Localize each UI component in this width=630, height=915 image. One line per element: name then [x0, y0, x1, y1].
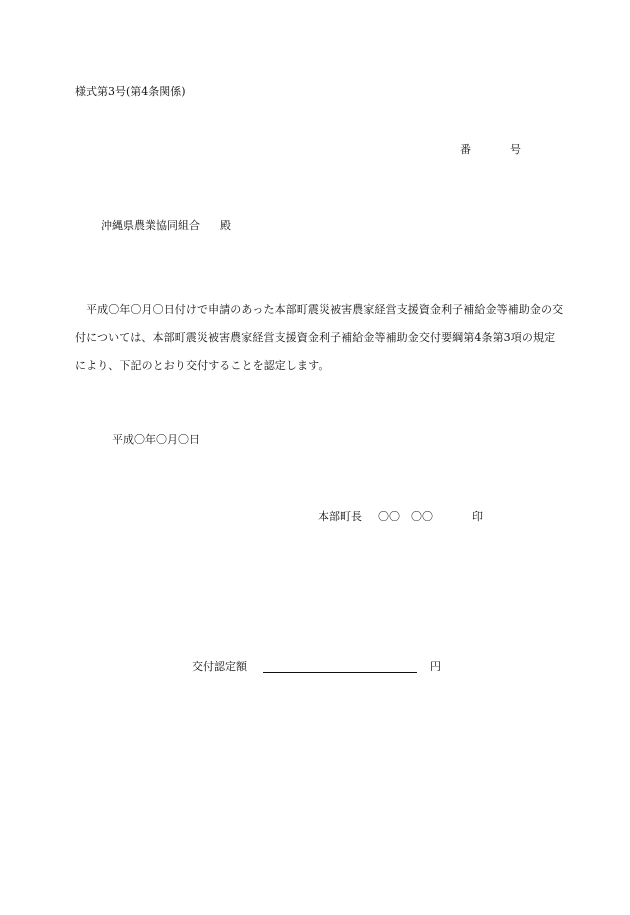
- form-number: 様式第3号(第4条関係): [75, 85, 186, 98]
- number-label-suffix: 号: [510, 143, 521, 156]
- issue-date: 平成〇年〇月〇日: [112, 433, 200, 446]
- amount-blank-line: [263, 672, 417, 673]
- currency-label: 円: [430, 660, 441, 673]
- number-label: 番: [460, 143, 471, 156]
- addressee: 沖縄県農業協同組合: [101, 219, 200, 232]
- honorific: 殿: [220, 219, 231, 232]
- body-text: 平成〇年〇月〇日付けで申請のあった本部町震災被害農家経営支援資金利子補給金等補助金の交付については、本部町震災被害農家経営支援資金利子補給金等補助金交付要綱第4条第3項の規定により、下記のとおり交付することを認定します。: [75, 303, 564, 372]
- amount-label: 交付認定額: [192, 660, 247, 673]
- seal-mark: 印: [472, 510, 483, 523]
- issuer-title: 本部町長: [318, 510, 362, 523]
- issuer-name: 〇〇 〇〇: [378, 510, 433, 523]
